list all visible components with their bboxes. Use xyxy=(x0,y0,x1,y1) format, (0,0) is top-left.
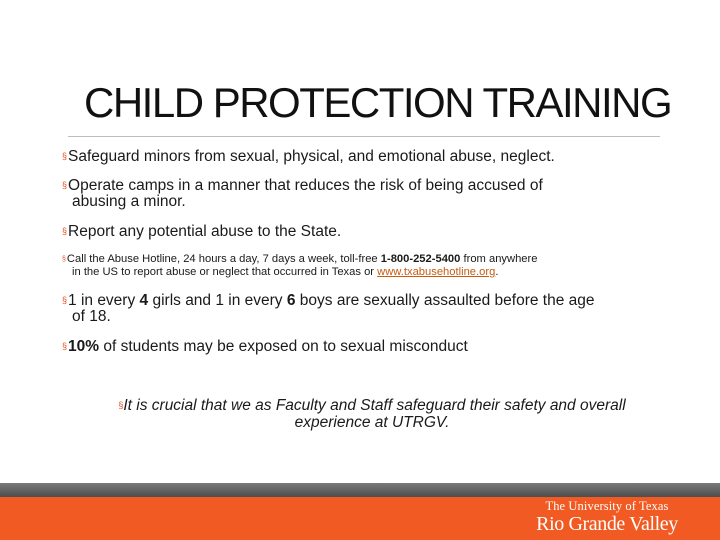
hotline-text-2: in the US to report abuse or neglect that occurred in Texas or xyxy=(72,266,378,278)
bullet-marker-icon: § xyxy=(62,151,68,161)
logo-campus-text: Rio Grande Valley xyxy=(536,513,678,535)
hotline-text: Call the Abuse Hotline, 24 hours a day, 7 days a week, toll-free xyxy=(66,253,381,265)
footer-divider xyxy=(0,483,720,497)
bullet-report xyxy=(62,223,672,240)
hotline-text-continued xyxy=(62,266,672,278)
stat-text: 1 in every xyxy=(68,292,140,309)
stat-boys-number: 6 xyxy=(286,292,296,309)
closing-line-2: experience at UTRGV. xyxy=(294,414,450,431)
utrgv-logo xyxy=(522,499,692,535)
stat-girls-number: 4 xyxy=(139,292,149,309)
bullet-text: Operate camps in a manner that reduces the risk of being accused of xyxy=(68,177,543,194)
bullet-text-continued: abusing a minor. xyxy=(72,193,186,210)
bullet-statistic-misconduct xyxy=(62,338,672,355)
logo-university-text: The University of Texas xyxy=(545,499,669,513)
stat-text: girls and 1 in every xyxy=(148,292,287,309)
bullet-safeguard xyxy=(62,148,672,165)
title-underline xyxy=(68,136,660,137)
closing-statement xyxy=(72,397,672,431)
stat-text: of students may be exposed on to sexual misconduct xyxy=(99,338,468,355)
bullet-statistic-assault xyxy=(62,292,672,325)
slide-title: CHILD PROTECTION TRAINING xyxy=(84,79,672,126)
bullet-marker-icon: § xyxy=(62,295,68,305)
hotline-text-suffix: from anywhere xyxy=(460,253,538,265)
bullet-marker-icon: § xyxy=(62,180,68,190)
bullet-marker-icon: § xyxy=(62,256,66,263)
stat-text-continued: of 18. xyxy=(72,308,111,325)
bullet-hotline xyxy=(62,253,672,278)
closing-line-1: It is crucial that we as Faculty and Staff safeguard their safety and overall xyxy=(123,397,626,414)
bullet-text: Report any potential abuse to the State. xyxy=(68,223,342,240)
bullet-marker-icon: § xyxy=(62,341,68,351)
stat-text: boys are sexually assaulted before the age xyxy=(295,292,595,309)
hotline-period: . xyxy=(495,266,499,278)
bullet-operate-camps xyxy=(62,177,672,210)
stat-percent: 10% xyxy=(68,338,100,355)
hotline-link[interactable]: www.txabusehotline.org xyxy=(377,266,496,278)
hotline-phone: 1-800-252-5400 xyxy=(380,253,461,265)
bullet-text: Safeguard minors from sexual, physical, and emotional abuse, neglect. xyxy=(68,148,555,165)
bullet-marker-icon: § xyxy=(62,226,68,236)
bullet-marker-icon: § xyxy=(118,400,124,410)
